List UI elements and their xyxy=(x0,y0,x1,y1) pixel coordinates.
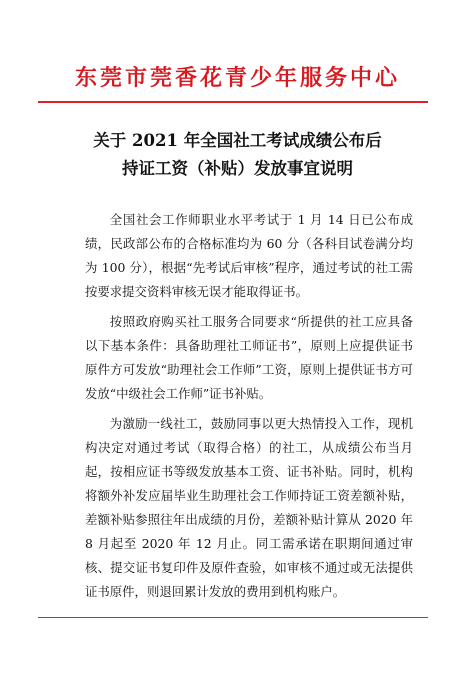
document-title-line-2: 持证工资（补贴）发放事宜说明 xyxy=(122,159,353,178)
body-paragraph-2: 按照政府购买社工服务合同要求“所提供的社工应具备以下基本条件：具备助理社工师证书”，原则上应提供证书原件方可发放“助理社会工作师”工资，原则上提供证书方可发放“中级社会工作师”证书补贴。 xyxy=(85,314,413,401)
document-title-line-1: 关于 2021 年全国社工考试成绩公布后 xyxy=(93,131,382,150)
body-paragraph-3: 为激励一线社工，鼓励同事以更大热情投入工作，现机构决定对通过考试（取得合格）的社工，从成绩公布当月起，按相应证书等级发放基本工资、证书补贴。同时，机构将额外补发应届毕业生助理社会工作师持证工资差额补贴，差额补贴参照往年出成绩的月份，差额补贴计算从 2020 年 8 月起至 2020 年 12 月止。同工需承诺在职期间通过审核、提交证书复印件及原件查验，如审核不通过或无法提供证书原件，则退回累计发放的费用到机构账户。 xyxy=(85,416,413,599)
body-paragraph-1: 全国社会工作师职业水平考试于 1 月 14 日已公布成绩，民政部公布的合格标准均为 60 分（各科目试卷满分均为 100 分），根据“先考试后审核”程序，通过考试的社工需按要求提交资料审核无误才能取得证书。 xyxy=(85,212,413,299)
document-body xyxy=(85,208,413,604)
header-red-rule xyxy=(38,101,428,103)
organization-header: 东莞市莞香花青少年服务中心 xyxy=(74,65,400,91)
footer-red-rule xyxy=(38,617,428,618)
